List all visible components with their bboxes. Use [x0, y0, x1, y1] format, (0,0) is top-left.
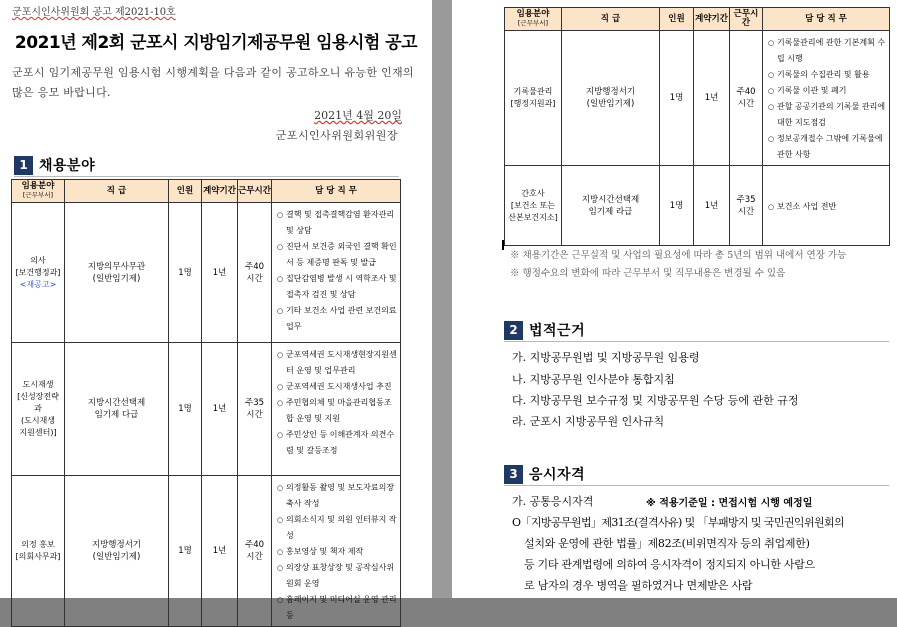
rank-line: (일반임기제) [92, 552, 141, 562]
cell-count: 1명 [169, 476, 202, 627]
header-hours: 근무시간 [238, 180, 272, 203]
duty-item: ○ 결핵 및 접촉결핵감염 환자관리 및 상담 [277, 207, 397, 239]
field-line: 의사 [30, 255, 46, 265]
rank-line: (일반임기제) [586, 99, 635, 109]
cell-rank [65, 476, 169, 627]
recruitment-table-left [11, 179, 401, 627]
cell-field [505, 166, 562, 246]
cell-duties [272, 343, 401, 476]
hours-line: 주35 [736, 194, 756, 205]
table-header-row [12, 180, 401, 203]
table-header-row [505, 8, 890, 31]
duty-item: ○ 의장상 표창상장 및 공작심사위원회 운영 [277, 560, 397, 592]
header-duties: 담 당 직 무 [272, 180, 401, 203]
table-row [12, 203, 401, 343]
signer: 군포시인사위원회위원장 [275, 129, 398, 142]
section-heading-recruitment [14, 155, 95, 175]
intro-paragraph: 군포시 임기제공무원 임용시험 시행계획을 다음과 같이 공고하오니 유능한 인재의 많은 응모 바랍니다. [12, 66, 414, 99]
cell-period: 1년 [202, 343, 238, 476]
duty-item: ○ 주민협의체 및 마을관리협동조합 운영 및 지원 [277, 395, 397, 427]
field-line: [행정지원과] [510, 99, 556, 108]
header-duties: 담 당 직 무 [763, 8, 890, 31]
header-count: 인원 [169, 180, 202, 203]
header-count: 인원 [660, 8, 694, 31]
header-hours: 근무시간 [730, 8, 763, 31]
hours-line: 시간 [246, 552, 263, 562]
qualification-line: 등 기타 관계법령에 의하여 응시자격이 정지되지 아니한 사람으 [524, 558, 815, 571]
cell-count: 1명 [169, 343, 202, 476]
header-field: 임용분야 [근무부서] [505, 8, 562, 31]
header-period: 계약기간 [694, 8, 730, 31]
hours-line: 주40 [244, 540, 265, 550]
rank-line: 임기제 다급 [94, 410, 139, 420]
duty-item: ○ 보건소 사업 전반 [768, 199, 886, 215]
duty-item: ○ 의정활동 촬영 및 보도자료의장 축사 작성 [277, 480, 397, 512]
rank-line: 지방행정서기 [585, 87, 636, 97]
field-line: 간호사 [521, 188, 545, 198]
law-item: 나. 지방공무원 인사분야 통합지침 [512, 373, 675, 386]
section-heading-qualifications [504, 464, 585, 484]
field-line: [신성장전략과 [17, 392, 59, 413]
cell-rank [562, 31, 660, 166]
cell-hours [730, 31, 763, 166]
rank-line: 지방행정서기 [91, 540, 142, 550]
hours-line: 주40 [736, 87, 756, 97]
hours-line: 시간 [737, 206, 755, 217]
duty-item: ○ 정보공개접수 그밖에 기록물에 관한 사항 [768, 131, 886, 163]
rank-line: 임기제 라급 [588, 206, 633, 217]
section-number-badge: 2 [504, 321, 523, 340]
field-line: [의회사무과] [15, 552, 61, 561]
cell-rank [65, 343, 169, 476]
law-item: 다. 지방공무원 보수규정 및 지방공무원 수당 등에 관한 규정 [512, 394, 799, 407]
table-notes [510, 247, 846, 283]
cell-period: 1년 [202, 203, 238, 343]
note-line: ※ 채용기간은 근무실적 및 사업의 필요성에 따라 총 5년의 범위 내에서 연장 가능 [510, 250, 847, 261]
table-row [12, 476, 401, 627]
document-page-right [452, 0, 897, 598]
duty-item: ○ 군포역세권 도시재생사업 추진 [277, 379, 397, 395]
cell-hours [238, 476, 272, 627]
announcement-date: 2021년 4월 20일 [314, 109, 402, 122]
field-line: (도시재생 [20, 416, 56, 425]
duty-item: ○ 홍보영상 및 책자 제작 [277, 544, 397, 560]
cell-period: 1년 [694, 166, 730, 246]
duty-item: ○ 진단서 보건증 외국인 결핵 확인서 등 제증명 판독 및 발급 [277, 239, 397, 271]
note-line: ※ 행정수요의 변화에 따라 근무부서 및 직무내용은 변경될 수 있음 [510, 268, 786, 279]
law-item: 가. 지방공무원법 및 지방공무원 임용령 [512, 351, 700, 364]
cell-rank [65, 203, 169, 343]
header-rank: 직 급 [65, 180, 169, 203]
recruitment-table-right [504, 7, 890, 246]
cell-duties [763, 166, 890, 246]
cell-field [505, 31, 562, 166]
hours-line: 시간 [246, 273, 263, 284]
hours-line: 시간 [246, 410, 263, 420]
qualification-line: 로 남자의 경우 병역을 필하였거나 면제받은 사람 [524, 579, 753, 592]
duty-item: ○ 기록물 이관 및 폐기 [768, 83, 886, 99]
field-line: 기록물관리 [513, 87, 553, 96]
table-end-marker [502, 240, 504, 250]
header-field: 임용분야 [근무부서] [12, 180, 65, 203]
duty-item: ○ 관할 공공기관의 기록물 관리에 대한 지도점검 [768, 99, 886, 131]
header-rank: 직 급 [562, 8, 660, 31]
page-gap [432, 0, 452, 598]
duty-item: ○ 주민상인 등 이해관계자 의견수렴 및 갈등조정 [277, 427, 397, 459]
cell-duties [272, 203, 401, 343]
notice-number: 군포시인사위원회 공고 제2021-10호 [12, 7, 176, 18]
section-label: 응시자격 [529, 467, 586, 483]
duty-item: ○ 기록물관리에 관한 기본계획 수립 시행 [768, 35, 886, 67]
section-number-badge: 3 [504, 465, 523, 484]
law-item: 라. 군포시 지방공무원 인사규칙 [512, 415, 665, 428]
field-line: 도시재생 [22, 380, 54, 389]
duty-item: ○ 기타 보건소 사업 관련 보건의료 업무 [277, 303, 397, 335]
hours-line: 주40 [244, 261, 265, 272]
rank-line: (일반임기제) [92, 273, 141, 284]
section-heading-legal-basis [504, 320, 585, 340]
rank-line: 지방시간선택제 [87, 398, 146, 408]
duty-item: ○ 집단감염병 발생 시 역학조사 및 접촉자 검진 및 상담 [277, 271, 397, 303]
section-rule [14, 176, 399, 177]
duty-item: ○ 군포역세권 도시재생현장지원센터 운영 및 업무관리 [277, 347, 397, 379]
hours-line: 시간 [737, 99, 755, 109]
field-line: 의정 홍보 [21, 540, 55, 549]
field-line: 지원센터)] [19, 428, 57, 437]
cell-count: 1명 [660, 31, 694, 166]
table-row [12, 343, 401, 476]
page-title: 2021년 제2회 군포시 지방임기제공무원 임용시험 공고 [14, 33, 418, 53]
cell-period: 1년 [694, 31, 730, 166]
table-row [505, 31, 890, 166]
duty-item: ○ 홈페이지 및 미디어실 운영 관리 등 [277, 592, 397, 624]
common-qualification-label: 가. 공통응시자격 [512, 495, 594, 508]
cell-field [12, 343, 65, 476]
duty-item: ○ 기록물의 수집관리 및 활용 [768, 67, 886, 83]
common-qualification-note: ※ 적용기준일 : 면접시험 시행 예정일 [646, 498, 813, 509]
cell-hours [238, 203, 272, 343]
cell-hours [238, 343, 272, 476]
field-line: [보건행정과] [15, 267, 61, 277]
cell-duties [763, 31, 890, 166]
cell-rank [562, 166, 660, 246]
qualification-line: O「지방공무원법」제31조(결격사유) 및 「부패방지 및 국민권익위원회의 [512, 516, 845, 529]
cell-field [12, 203, 65, 343]
section-rule [504, 341, 889, 342]
hours-line: 주35 [244, 398, 265, 408]
cell-count: 1명 [169, 203, 202, 343]
section-number-badge: 1 [14, 156, 33, 175]
field-line: [보건소 또는 [510, 200, 556, 210]
rank-line: 지방의무사무관 [87, 261, 146, 272]
cell-count: 1명 [660, 166, 694, 246]
field-line: 산본보건지소] [508, 212, 558, 222]
header-period: 계약기간 [202, 180, 238, 203]
duty-item: ○ 의회소식지 및 의원 인터뷰지 작성 [277, 512, 397, 544]
qualification-line: 설치와 운영에 관한 법률」제82조(비위면직자 등의 취업제한) [524, 537, 810, 550]
cell-duties [272, 476, 401, 627]
section-label: 법적근거 [529, 323, 586, 339]
table-row [505, 166, 890, 246]
cell-hours [730, 166, 763, 246]
section-label: 채용분야 [39, 158, 96, 174]
rank-line: 지방시간선택제 [581, 194, 640, 205]
document-page-left [0, 0, 432, 620]
cell-field [12, 476, 65, 627]
reannounce-label: <재공고> [19, 279, 57, 289]
section-rule [504, 485, 889, 486]
cell-period: 1년 [202, 476, 238, 627]
